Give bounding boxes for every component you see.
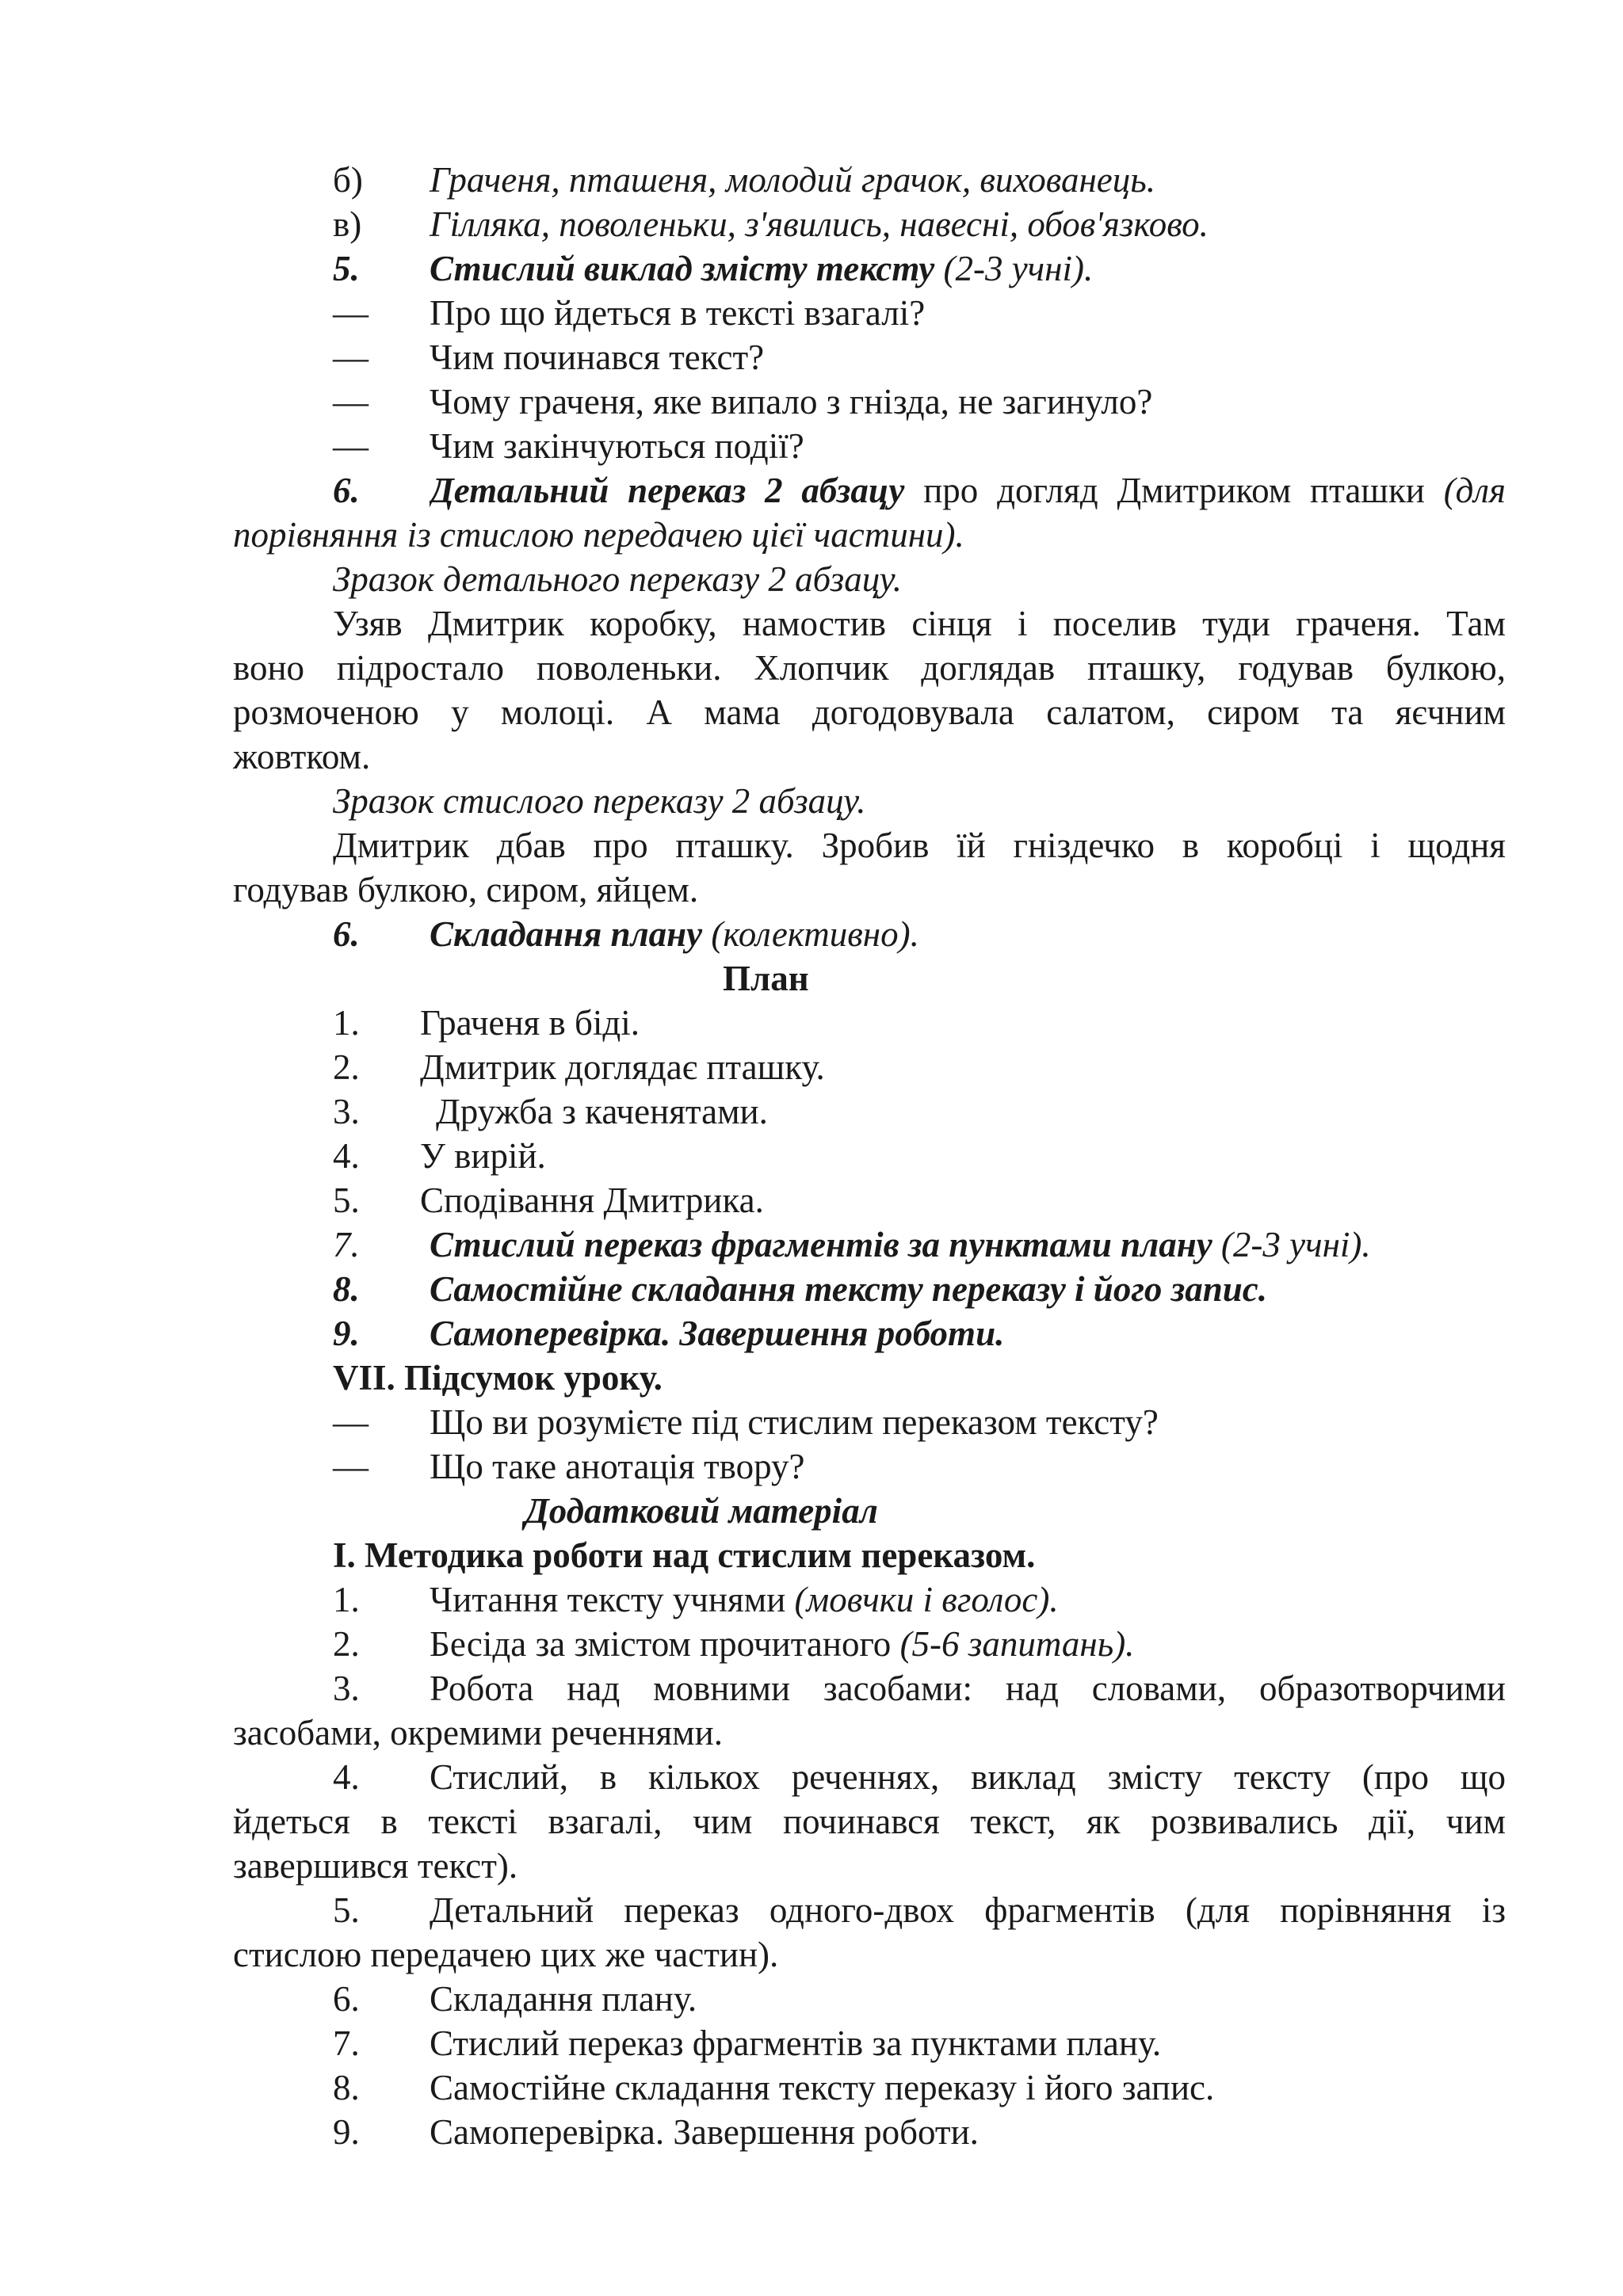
brief-sample-line: Дмитрик дбав про пташку. Зробив їй гніздечко в коробці і щодня — [333, 826, 1506, 865]
item-7-note: (2-3 учні). — [1220, 1225, 1371, 1264]
method-text: Стислий переказ фрагментів за пунктами плану. — [430, 2023, 1162, 2063]
summary-heading: VII. Підсумок уроку. — [333, 1358, 663, 1398]
dash: — — [333, 338, 369, 377]
word-list-text: Граченя, пташеня, молодий грачок, вихованець. — [430, 160, 1155, 200]
method-number: 6. — [333, 1979, 360, 2019]
plan-title-line — [0, 957, 1623, 1001]
method-line: йдеться в тексті взагалі, чим починався текст, як розвивались дії, чим — [233, 1802, 1506, 1841]
additional-title: Додатковий матеріал — [525, 1491, 878, 1531]
method-note: (мовчки і вголос). — [794, 1580, 1059, 1619]
item-8-title: Самостійне складання тексту переказу і його запис. — [430, 1269, 1268, 1309]
method-text: Складання плану. — [430, 1979, 697, 2019]
item-7-title: Стислий переказ фрагментів за пунктами плану — [430, 1225, 1212, 1264]
item-number: 8. — [333, 1269, 360, 1309]
question-text: Що таке анотація твору? — [430, 1447, 805, 1486]
item-number: 7. — [333, 1225, 360, 1264]
item-number: 9. — [333, 1314, 360, 1353]
question-text: Чим закінчуються події? — [430, 426, 804, 466]
method-number: 3. — [333, 1669, 360, 1708]
item-number: 6. — [333, 914, 360, 954]
item-6a-note-line2: порівняння із стислою передачею цієї частини). — [233, 515, 964, 555]
question-text: Що ви розумієте під стислим переказом тексту? — [430, 1402, 1159, 1442]
detailed-sample-line: жовтком. — [233, 737, 371, 776]
method-line: Робота над мовними засобами: над словами, образотворчими — [430, 1669, 1506, 1708]
list-marker: в) — [333, 204, 362, 244]
plan-item-text: Сподівання Дмитрика. — [420, 1180, 764, 1220]
plan-item-number: 1. — [333, 1003, 360, 1043]
item-5-title: Стислий виклад змісту тексту — [430, 249, 935, 288]
method-item-text — [430, 1578, 1059, 1622]
method-number: 7. — [333, 2023, 360, 2063]
plan-title: План — [723, 959, 809, 998]
item-5-heading-text — [430, 247, 1093, 291]
item-6a-text: про догляд Дмитриком пташки — [923, 471, 1425, 510]
question-text: Про що йдеться в тексті взагалі? — [430, 293, 926, 333]
item-5-note: (2-3 учні). — [943, 249, 1094, 288]
detailed-sample-line: Узяв Дмитрик коробку, намостив сінця і поселив туди граченя. Там — [333, 604, 1506, 643]
plan-item-text: Дружба з каченятами. — [436, 1092, 768, 1131]
brief-sample-line: годував булкою, сиром, яйцем. — [233, 870, 699, 910]
plan-item-number: 4. — [333, 1136, 360, 1176]
plan-item-text: У вирій. — [420, 1136, 546, 1176]
plan-item-text: Дмитрик доглядає пташку. — [420, 1047, 825, 1087]
brief-sample-heading-text: Зразок стислого переказу 2 абзацу. — [333, 781, 866, 821]
detailed-sample-heading-text: Зразок детального переказу 2 абзацу. — [333, 559, 903, 599]
method-text: Бесіда за змістом прочитаного — [430, 1624, 892, 1664]
dash: — — [333, 1402, 369, 1442]
item-number: 6. — [333, 471, 360, 510]
detailed-sample-line: розмоченою у молоці. А мама догодовувала салатом, сиром та яєчним — [233, 692, 1506, 732]
dash: — — [333, 382, 369, 421]
method-item-text — [430, 1623, 1134, 1666]
method-text: Самоперевірка. Завершення роботи. — [430, 2112, 979, 2152]
dash: — — [333, 293, 369, 333]
method-line: стислою передачею цих же частин). — [233, 1935, 779, 1974]
method-number: 9. — [333, 2112, 360, 2152]
item-9-title: Самоперевірка. Завершення роботи. — [430, 1314, 1005, 1353]
method-number: 5. — [333, 1890, 360, 1930]
method-number: 2. — [333, 1624, 360, 1664]
method-text: Читання тексту учнями — [430, 1580, 786, 1619]
plan-item-number: 5. — [333, 1180, 360, 1220]
method-line: Стислий, в кількох реченнях, виклад змісту тексту (про що — [430, 1757, 1506, 1797]
item-6a-note-start: (для — [1443, 471, 1506, 510]
item-6b-heading-text — [430, 913, 919, 956]
dash: — — [333, 1447, 369, 1486]
word-list-text: Гілляка, поволеньки, з'явились, навесні, обов'язково. — [430, 204, 1209, 244]
method-number: 8. — [333, 2068, 360, 2107]
dash: — — [333, 426, 369, 466]
method-number: 1. — [333, 1580, 360, 1619]
plan-item-number: 3. — [333, 1092, 360, 1131]
item-number: 5. — [333, 249, 360, 288]
detailed-sample-line: воно підростало поволеньки. Хлопчик доглядав пташку, годував булкою, — [233, 648, 1506, 688]
method-text: Самостійне складання тексту переказу і його запис. — [430, 2068, 1215, 2107]
item-6a-line1 — [430, 469, 1506, 513]
item-6a-title: Детальний переказ 2 абзацу — [430, 471, 905, 510]
item-6b-title: Складання плану — [430, 914, 703, 954]
plan-item-text: Граченя в біді. — [420, 1003, 640, 1043]
item-7-heading-text — [430, 1223, 1371, 1267]
question-text: Чому граченя, яке випало з гнізда, не загинуло? — [430, 382, 1153, 421]
method-line: Детальний переказ одного-двох фрагментів (для порівняння із — [430, 1890, 1506, 1930]
method-number: 4. — [333, 1757, 360, 1797]
list-marker: б) — [333, 160, 363, 200]
question-text: Чим починався текст? — [430, 338, 765, 377]
method-note: (5-6 запитань). — [899, 1624, 1135, 1664]
method-line: засобами, окремими реченнями. — [233, 1713, 723, 1753]
plan-item-number: 2. — [333, 1047, 360, 1087]
item-6b-note: (колективно). — [711, 914, 919, 954]
methodology-heading: I. Методика роботи над стислим переказом. — [333, 1535, 1036, 1575]
method-line: завершився текст). — [233, 1846, 518, 1886]
